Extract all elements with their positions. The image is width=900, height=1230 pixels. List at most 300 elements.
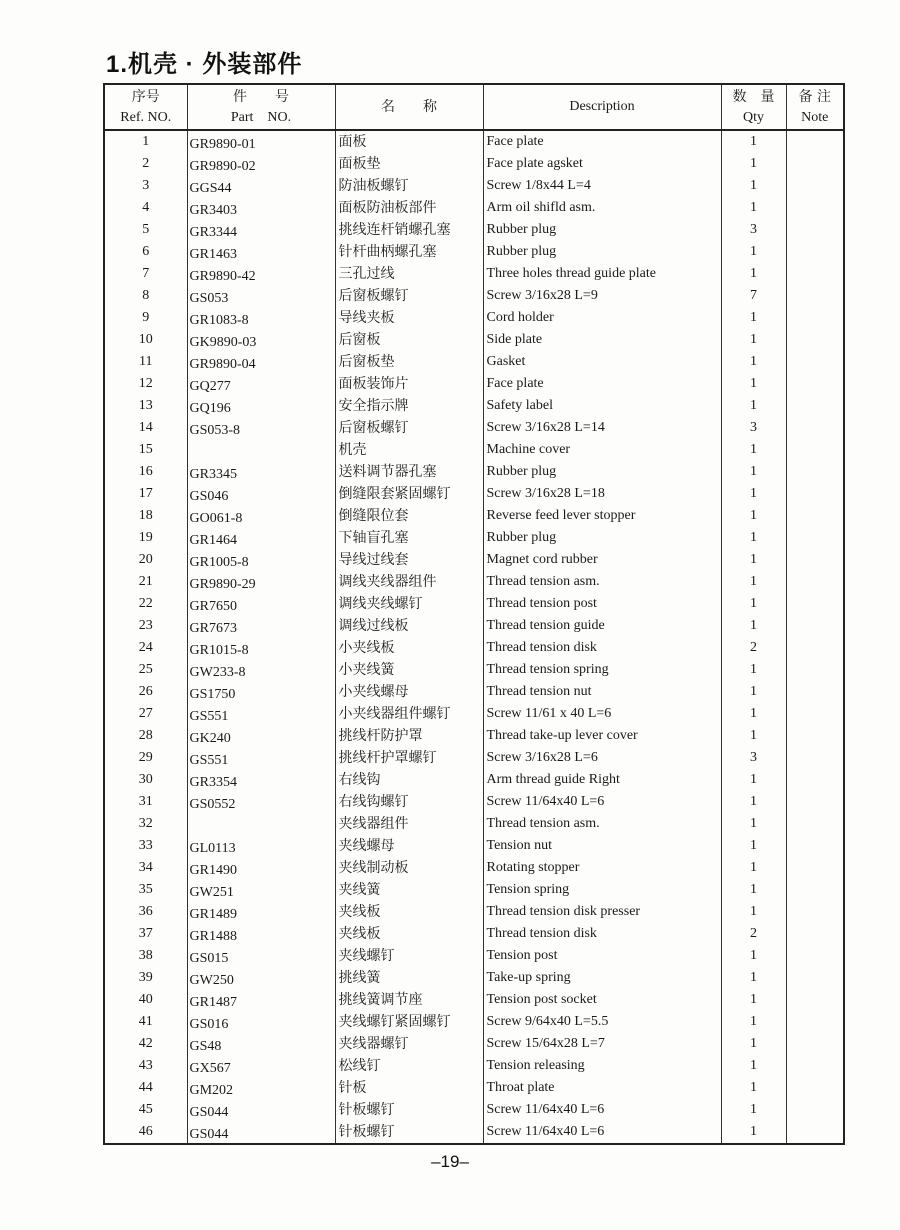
cell-desc: Thread tension disk presser <box>483 901 721 923</box>
cell-name: 三孔过线 <box>335 263 483 285</box>
cell-name: 挑线簧 <box>335 967 483 989</box>
header-part <box>187 84 335 130</box>
table-row <box>104 461 844 483</box>
parts-table <box>103 83 845 1145</box>
cell-ref: 29 <box>104 747 187 769</box>
cell-note <box>786 989 844 1011</box>
cell-note <box>786 659 844 681</box>
cell-note <box>786 813 844 835</box>
table-row <box>104 417 844 439</box>
cell-name: 调线夹线螺钉 <box>335 593 483 615</box>
cell-note <box>786 769 844 791</box>
cell-desc: Safety label <box>483 395 721 417</box>
table-header-row <box>104 84 844 130</box>
header-qty-cn: 数 量 <box>732 88 775 105</box>
cell-ref: 25 <box>104 659 187 681</box>
cell-note <box>786 703 844 725</box>
header-qty <box>721 84 786 130</box>
cell-ref: 15 <box>104 439 187 461</box>
cell-desc: Screw 11/61 x 40 L=6 <box>483 703 721 725</box>
cell-qty: 1 <box>721 571 786 593</box>
table-row <box>104 791 844 813</box>
header-name <box>335 84 483 130</box>
cell-ref: 36 <box>104 901 187 923</box>
cell-qty: 1 <box>721 703 786 725</box>
cell-name: 夹线器组件 <box>335 813 483 835</box>
cell-note <box>786 879 844 901</box>
cell-note <box>786 153 844 175</box>
table-row <box>104 505 844 527</box>
table-row <box>104 659 844 681</box>
cell-part: GR1464 <box>187 530 335 552</box>
cell-ref: 40 <box>104 989 187 1011</box>
cell-note <box>786 130 844 153</box>
cell-ref: 8 <box>104 285 187 307</box>
cell-name: 导线过线套 <box>335 549 483 571</box>
cell-ref: 34 <box>104 857 187 879</box>
cell-part: GS053-8 <box>187 420 335 442</box>
cell-note <box>786 857 844 879</box>
table-row <box>104 593 844 615</box>
cell-qty: 1 <box>721 263 786 285</box>
cell-qty: 1 <box>721 835 786 857</box>
cell-part: GL0113 <box>187 838 335 860</box>
table-body <box>104 130 844 1144</box>
cell-desc: Side plate <box>483 329 721 351</box>
table-row <box>104 967 844 989</box>
cell-name: 夹线螺母 <box>335 835 483 857</box>
table-row <box>104 549 844 571</box>
cell-name: 面板防油板部件 <box>335 197 483 219</box>
cell-part: GR1463 <box>187 244 335 266</box>
cell-desc: Thread tension asm. <box>483 571 721 593</box>
cell-ref: 13 <box>104 395 187 417</box>
cell-name: 小夹线器组件螺钉 <box>335 703 483 725</box>
cell-ref: 44 <box>104 1077 187 1099</box>
page-number: –19– <box>431 1152 469 1171</box>
cell-qty: 1 <box>721 1011 786 1033</box>
header-note-en: Note <box>801 109 829 125</box>
cell-desc: Screw 11/64x40 L=6 <box>483 791 721 813</box>
cell-part: GS053 <box>187 288 335 310</box>
cell-desc: Screw 15/64x28 L=7 <box>483 1033 721 1055</box>
cell-ref: 1 <box>104 130 187 153</box>
cell-qty: 1 <box>721 307 786 329</box>
cell-name: 面板装饰片 <box>335 373 483 395</box>
cell-part: GR3344 <box>187 222 335 244</box>
table-row <box>104 1121 844 1144</box>
cell-note <box>786 505 844 527</box>
table-row <box>104 219 844 241</box>
cell-part: GK240 <box>187 728 335 750</box>
cell-desc: Thread tension post <box>483 593 721 615</box>
cell-qty: 1 <box>721 879 786 901</box>
cell-qty: 1 <box>721 967 786 989</box>
cell-ref: 21 <box>104 571 187 593</box>
cell-qty: 1 <box>721 153 786 175</box>
cell-note <box>786 923 844 945</box>
cell-desc: Rubber plug <box>483 461 721 483</box>
cell-note <box>786 1011 844 1033</box>
cell-ref: 31 <box>104 791 187 813</box>
cell-note <box>786 219 844 241</box>
cell-desc: Tension releasing <box>483 1055 721 1077</box>
cell-note <box>786 681 844 703</box>
cell-ref: 14 <box>104 417 187 439</box>
cell-desc: Screw 11/64x40 L=6 <box>483 1121 721 1144</box>
cell-qty: 1 <box>721 857 786 879</box>
cell-part: GS0552 <box>187 794 335 816</box>
cell-part: GS551 <box>187 750 335 772</box>
cell-part: GQ196 <box>187 398 335 420</box>
cell-part: GR1015-8 <box>187 640 335 662</box>
cell-ref: 43 <box>104 1055 187 1077</box>
cell-note <box>786 439 844 461</box>
cell-name: 松线钉 <box>335 1055 483 1077</box>
cell-part: GR3354 <box>187 772 335 794</box>
cell-desc: Thread tension asm. <box>483 813 721 835</box>
cell-name: 面板 <box>335 130 483 153</box>
cell-qty: 1 <box>721 791 786 813</box>
cell-part: GR9890-29 <box>187 574 335 596</box>
cell-part: GR1489 <box>187 904 335 926</box>
cell-qty: 1 <box>721 989 786 1011</box>
cell-ref: 30 <box>104 769 187 791</box>
cell-desc: Screw 3/16x28 L=14 <box>483 417 721 439</box>
cell-note <box>786 1055 844 1077</box>
cell-part: GS046 <box>187 486 335 508</box>
cell-qty: 1 <box>721 527 786 549</box>
cell-qty: 1 <box>721 769 786 791</box>
header-note <box>786 84 844 130</box>
header-qty-en: Qty <box>743 109 764 125</box>
header-ref-cn: 序号 <box>131 88 160 105</box>
cell-note <box>786 1121 844 1144</box>
table-row <box>104 373 844 395</box>
cell-ref: 32 <box>104 813 187 835</box>
cell-qty: 1 <box>721 351 786 373</box>
cell-qty: 1 <box>721 901 786 923</box>
cell-part: GX567 <box>187 1058 335 1080</box>
cell-desc: Screw 9/64x40 L=5.5 <box>483 1011 721 1033</box>
cell-part: GR1487 <box>187 992 335 1014</box>
cell-desc: Three holes thread guide plate <box>483 263 721 285</box>
cell-qty: 1 <box>721 813 786 835</box>
cell-part: GS016 <box>187 1014 335 1036</box>
cell-name: 调线过线板 <box>335 615 483 637</box>
cell-name: 夹线簧 <box>335 879 483 901</box>
cell-part: GR9890-01 <box>187 133 335 156</box>
cell-ref: 18 <box>104 505 187 527</box>
cell-part: GS551 <box>187 706 335 728</box>
header-desc <box>483 84 721 130</box>
cell-note <box>786 307 844 329</box>
table-row <box>104 241 844 263</box>
cell-qty: 1 <box>721 130 786 153</box>
cell-part <box>187 442 335 464</box>
cell-name: 面板垫 <box>335 153 483 175</box>
cell-part: GR3403 <box>187 200 335 222</box>
cell-part: GR9890-02 <box>187 156 335 178</box>
cell-name: 小夹线螺母 <box>335 681 483 703</box>
table-row <box>104 1011 844 1033</box>
cell-desc: Tension post socket <box>483 989 721 1011</box>
table-row <box>104 307 844 329</box>
cell-qty: 1 <box>721 483 786 505</box>
cell-part: GR7650 <box>187 596 335 618</box>
cell-note <box>786 637 844 659</box>
cell-desc: Screw 11/64x40 L=6 <box>483 1099 721 1121</box>
cell-part: GQ277 <box>187 376 335 398</box>
cell-part: GW250 <box>187 970 335 992</box>
cell-name: 夹线螺钉 <box>335 945 483 967</box>
table-row <box>104 945 844 967</box>
cell-desc: Thread tension nut <box>483 681 721 703</box>
cell-desc: Face plate <box>483 373 721 395</box>
table-row <box>104 175 844 197</box>
cell-qty: 1 <box>721 505 786 527</box>
cell-ref: 42 <box>104 1033 187 1055</box>
cell-note <box>786 835 844 857</box>
table-row <box>104 879 844 901</box>
cell-name: 针板 <box>335 1077 483 1099</box>
cell-qty: 1 <box>721 1121 786 1144</box>
cell-name: 倒缝限位套 <box>335 505 483 527</box>
cell-qty: 1 <box>721 395 786 417</box>
cell-name: 导线夹板 <box>335 307 483 329</box>
cell-part: GS48 <box>187 1036 335 1058</box>
table-row <box>104 527 844 549</box>
cell-desc: Throat plate <box>483 1077 721 1099</box>
cell-note <box>786 747 844 769</box>
cell-note <box>786 967 844 989</box>
cell-desc: Tension post <box>483 945 721 967</box>
cell-ref: 9 <box>104 307 187 329</box>
cell-name: 防油板螺钉 <box>335 175 483 197</box>
cell-ref: 2 <box>104 153 187 175</box>
cell-desc: Thread tension guide <box>483 615 721 637</box>
header-part-en: Part NO. <box>230 109 292 125</box>
cell-qty: 1 <box>721 461 786 483</box>
cell-part: GR7673 <box>187 618 335 640</box>
cell-ref: 16 <box>104 461 187 483</box>
header-ref <box>104 84 187 130</box>
cell-desc: Take-up spring <box>483 967 721 989</box>
cell-name: 针板螺钉 <box>335 1099 483 1121</box>
cell-desc: Screw 3/16x28 L=9 <box>483 285 721 307</box>
cell-part: GR1083-8 <box>187 310 335 332</box>
cell-desc: Screw 1/8x44 L=4 <box>483 175 721 197</box>
cell-desc: Arm thread guide Right <box>483 769 721 791</box>
cell-note <box>786 527 844 549</box>
cell-qty: 1 <box>721 615 786 637</box>
table-row <box>104 637 844 659</box>
cell-ref: 6 <box>104 241 187 263</box>
cell-note <box>786 945 844 967</box>
cell-ref: 12 <box>104 373 187 395</box>
header-ref-en: Ref. NO. <box>120 109 172 125</box>
cell-ref: 46 <box>104 1121 187 1144</box>
cell-desc: Thread tension disk <box>483 637 721 659</box>
cell-name: 夹线螺钉紧固螺钉 <box>335 1011 483 1033</box>
cell-qty: 2 <box>721 923 786 945</box>
cell-note <box>786 373 844 395</box>
cell-part: GS044 <box>187 1124 335 1147</box>
cell-desc: Thread tension disk <box>483 923 721 945</box>
table-row <box>104 989 844 1011</box>
table-row <box>104 857 844 879</box>
cell-note <box>786 483 844 505</box>
cell-name: 下轴盲孔塞 <box>335 527 483 549</box>
cell-ref: 10 <box>104 329 187 351</box>
cell-name: 夹线制动板 <box>335 857 483 879</box>
table-row <box>104 615 844 637</box>
cell-ref: 17 <box>104 483 187 505</box>
cell-name: 挑线杆防护罩 <box>335 725 483 747</box>
table-row <box>104 439 844 461</box>
cell-note <box>786 791 844 813</box>
cell-desc: Rubber plug <box>483 527 721 549</box>
cell-name: 针杆曲柄螺孔塞 <box>335 241 483 263</box>
table-row <box>104 483 844 505</box>
table-row <box>104 901 844 923</box>
cell-note <box>786 175 844 197</box>
cell-desc: Reverse feed lever stopper <box>483 505 721 527</box>
cell-name: 右线钩 <box>335 769 483 791</box>
cell-part: GGS44 <box>187 178 335 200</box>
cell-ref: 24 <box>104 637 187 659</box>
cell-name: 小夹线板 <box>335 637 483 659</box>
cell-part: GR1488 <box>187 926 335 948</box>
cell-part: GW233-8 <box>187 662 335 684</box>
cell-desc: Rubber plug <box>483 241 721 263</box>
cell-name: 安全指示牌 <box>335 395 483 417</box>
cell-ref: 37 <box>104 923 187 945</box>
table-row <box>104 1033 844 1055</box>
cell-qty: 1 <box>721 1099 786 1121</box>
cell-ref: 39 <box>104 967 187 989</box>
cell-desc: Screw 3/16x28 L=6 <box>483 747 721 769</box>
header-part-cn: 件 号 <box>233 88 289 105</box>
cell-note <box>786 725 844 747</box>
cell-ref: 19 <box>104 527 187 549</box>
cell-part: GR9890-42 <box>187 266 335 288</box>
cell-note <box>786 1099 844 1121</box>
table-row <box>104 769 844 791</box>
cell-qty: 1 <box>721 945 786 967</box>
cell-qty: 1 <box>721 549 786 571</box>
cell-ref: 26 <box>104 681 187 703</box>
cell-name: 挑线杆护罩螺钉 <box>335 747 483 769</box>
cell-desc: Rotating stopper <box>483 857 721 879</box>
cell-name: 夹线板 <box>335 923 483 945</box>
cell-name: 挑线连杆销螺孔塞 <box>335 219 483 241</box>
cell-ref: 4 <box>104 197 187 219</box>
cell-desc: Arm oil shifld asm. <box>483 197 721 219</box>
header-note-cn: 备 注 <box>798 88 831 105</box>
cell-part: GR1005-8 <box>187 552 335 574</box>
cell-name: 后窗板螺钉 <box>335 417 483 439</box>
cell-note <box>786 1077 844 1099</box>
table-row <box>104 153 844 175</box>
cell-desc: Face plate agsket <box>483 153 721 175</box>
cell-qty: 3 <box>721 747 786 769</box>
table-row <box>104 329 844 351</box>
cell-name: 机壳 <box>335 439 483 461</box>
cell-name: 夹线板 <box>335 901 483 923</box>
cell-note <box>786 197 844 219</box>
table-row <box>104 130 844 153</box>
cell-part: GM202 <box>187 1080 335 1102</box>
cell-part: GO061-8 <box>187 508 335 530</box>
cell-ref: 27 <box>104 703 187 725</box>
table-row <box>104 351 844 373</box>
cell-note <box>786 461 844 483</box>
table-row <box>104 1077 844 1099</box>
cell-qty: 1 <box>721 175 786 197</box>
table-row <box>104 263 844 285</box>
cell-desc: Rubber plug <box>483 219 721 241</box>
cell-part <box>187 816 335 838</box>
cell-ref: 7 <box>104 263 187 285</box>
cell-desc: Machine cover <box>483 439 721 461</box>
cell-ref: 35 <box>104 879 187 901</box>
cell-ref: 33 <box>104 835 187 857</box>
table-row <box>104 197 844 219</box>
cell-part: GK9890-03 <box>187 332 335 354</box>
cell-note <box>786 263 844 285</box>
cell-part: GR1490 <box>187 860 335 882</box>
cell-note <box>786 329 844 351</box>
cell-name: 后窗板 <box>335 329 483 351</box>
cell-note <box>786 351 844 373</box>
cell-name: 送料调节器孔塞 <box>335 461 483 483</box>
cell-name: 倒缝限套紧固螺钉 <box>335 483 483 505</box>
cell-desc: Tension spring <box>483 879 721 901</box>
table-row <box>104 1055 844 1077</box>
cell-qty: 1 <box>721 593 786 615</box>
table-row <box>104 1099 844 1121</box>
cell-qty: 1 <box>721 725 786 747</box>
cell-qty: 1 <box>721 241 786 263</box>
cell-qty: 1 <box>721 373 786 395</box>
table-row <box>104 923 844 945</box>
cell-note <box>786 1033 844 1055</box>
cell-note <box>786 417 844 439</box>
cell-note <box>786 571 844 593</box>
cell-note <box>786 615 844 637</box>
cell-desc: Magnet cord rubber <box>483 549 721 571</box>
cell-name: 调线夹线器组件 <box>335 571 483 593</box>
cell-desc: Screw 3/16x28 L=18 <box>483 483 721 505</box>
cell-note <box>786 395 844 417</box>
section-title: 1.机壳 · 外装部件 <box>106 51 303 78</box>
cell-desc: Thread tension spring <box>483 659 721 681</box>
cell-part: GR3345 <box>187 464 335 486</box>
table-row <box>104 747 844 769</box>
cell-note <box>786 285 844 307</box>
table-row <box>104 395 844 417</box>
cell-note <box>786 241 844 263</box>
cell-name: 针板螺钉 <box>335 1121 483 1144</box>
table-row <box>104 835 844 857</box>
cell-qty: 1 <box>721 439 786 461</box>
cell-ref: 11 <box>104 351 187 373</box>
cell-qty: 2 <box>721 637 786 659</box>
cell-qty: 1 <box>721 1033 786 1055</box>
header-desc-en: Description <box>569 99 635 114</box>
table-row <box>104 813 844 835</box>
